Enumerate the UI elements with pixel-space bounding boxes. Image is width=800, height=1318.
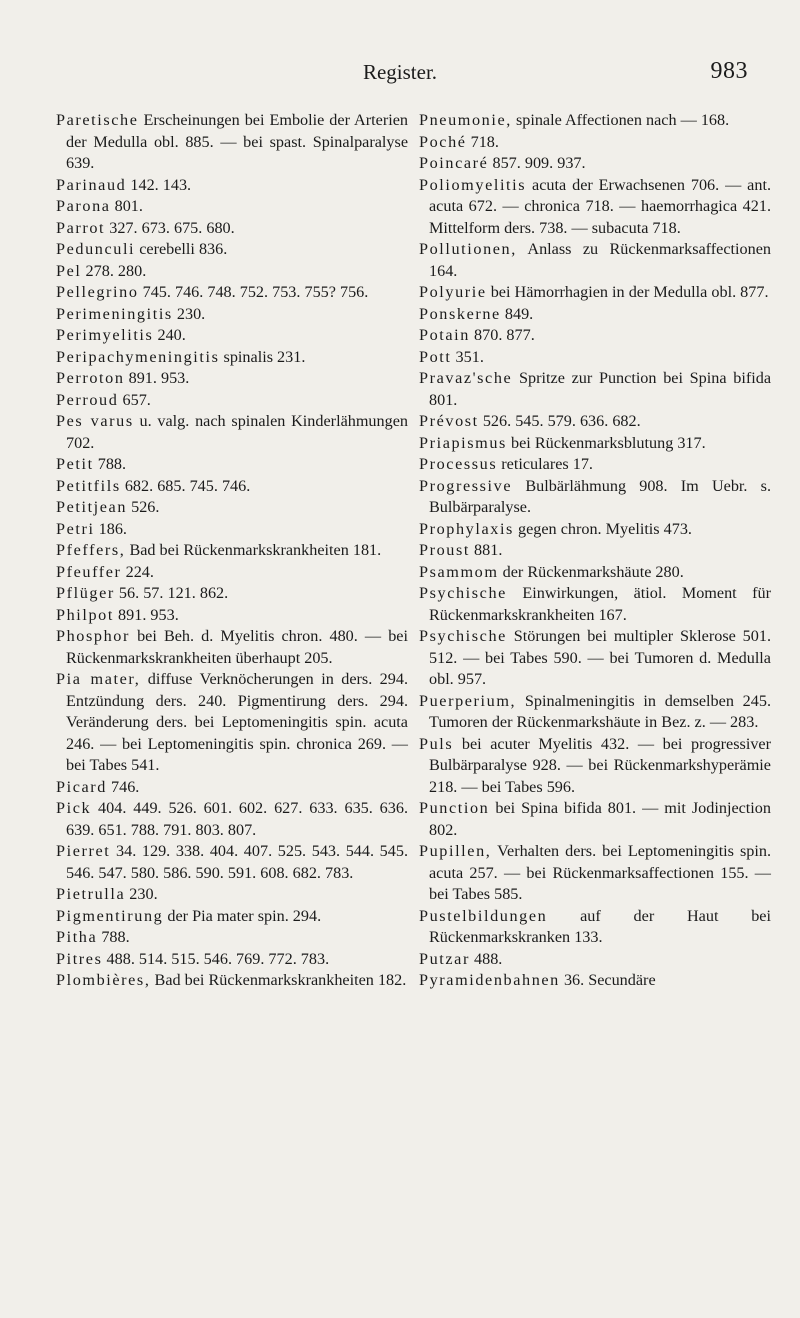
index-references: reticulares 17. <box>497 455 593 473</box>
index-headword: Punction <box>419 799 490 817</box>
index-references: spinalis 231. <box>219 347 306 366</box>
index-entry <box>419 841 771 906</box>
index-references: spinale Affectionen nach — 168. <box>511 111 730 129</box>
index-entry <box>419 304 771 326</box>
right-column <box>419 110 771 992</box>
index-references: 230. <box>125 885 158 903</box>
index-entry <box>419 454 771 476</box>
index-entry <box>56 906 408 928</box>
index-references: Spinalmeningitis in demselben 245. Tumoren der Rückenmarkshäute in Bez. z. — 283. <box>429 691 771 731</box>
index-references: 240. <box>153 326 186 344</box>
index-entry <box>56 841 408 884</box>
index-headword: Prévost <box>419 412 479 430</box>
index-headword: Poliomyelitis <box>419 175 527 194</box>
index-entry <box>56 110 408 175</box>
index-headword: Pierret <box>56 842 111 860</box>
index-entry <box>419 626 771 691</box>
index-references: 351. <box>451 347 484 366</box>
index-entry <box>56 777 408 799</box>
index-references: 891. 953. <box>124 369 190 387</box>
index-references: 682. 685. 745. 746. <box>120 476 251 495</box>
index-headword: Philpot <box>56 605 114 624</box>
index-entry <box>56 261 408 283</box>
index-references: Erscheinungen bei Embolie der Arterien der Medulla obl. 885. — bei spast. Spinalparalyse 639. <box>66 111 408 172</box>
index-entry <box>56 411 408 454</box>
index-entry <box>56 583 408 605</box>
index-references: 488. <box>469 949 503 968</box>
index-references: bei acuter Myelitis 432. — bei progressiver Bulbärparalyse 928. — bei Rückenmarkshyperämie 218. — bei Tabes 596. <box>429 734 771 796</box>
index-headword: Priapismus <box>419 433 507 452</box>
index-references: 488. 514. 515. 546. 769. 772. 783. <box>102 949 330 968</box>
index-headword: Pitres <box>56 949 103 968</box>
index-references: cerebelli 836. <box>135 240 228 258</box>
index-references: 526. <box>127 498 160 516</box>
index-headword: Petitfils <box>56 476 121 495</box>
index-references: der Pia mater spin. 294. <box>163 906 322 925</box>
index-entry <box>56 325 408 347</box>
index-entry <box>56 476 408 498</box>
index-references: 186. <box>94 519 127 538</box>
index-headword: Pravaz'sche <box>419 369 513 387</box>
index-headword: Pustelbildungen <box>419 906 548 925</box>
index-references: auf der Haut bei Rückenmarkskranken 133. <box>429 906 771 946</box>
index-references: 746. <box>106 777 140 796</box>
index-references: u. valg. nach spinalen Kinderlähmungen 702. <box>66 412 408 452</box>
index-entry <box>56 347 408 369</box>
index-entry <box>419 691 771 734</box>
index-references: Bad bei Rückenmarkskrankheiten 182. <box>150 971 407 989</box>
index-entry <box>419 519 771 541</box>
index-headword: Pneumonie, <box>419 111 512 129</box>
index-entry <box>419 949 771 971</box>
index-headword: Petit <box>56 455 94 473</box>
index-entry <box>56 798 408 841</box>
index-headword: Pupillen, <box>419 842 492 860</box>
index-references: gegen chron. Myelitis 473. <box>513 519 692 538</box>
index-headword: Parrot <box>56 218 106 237</box>
index-headword: Pia mater, <box>56 670 141 688</box>
index-entry <box>419 798 771 841</box>
index-entry <box>56 562 408 584</box>
index-entry <box>419 906 771 949</box>
index-references: 56. 57. 121. 862. <box>114 584 229 602</box>
index-entry <box>419 433 771 455</box>
index-references: 224. <box>121 562 154 581</box>
index-headword: Perimyelitis <box>56 326 154 344</box>
page-number: 983 <box>710 58 748 84</box>
index-headword: Pollutionen, <box>419 240 517 258</box>
index-references: bei Rückenmarksblutung 317. <box>506 433 706 452</box>
index-entry <box>56 605 408 627</box>
index-references: 857. 909. 937. <box>488 154 586 172</box>
index-headword: Putzar <box>419 949 470 968</box>
index-entry <box>56 454 408 476</box>
index-headword: Psychische <box>419 584 507 602</box>
index-headword: Processus <box>419 455 498 473</box>
index-headword: Perroud <box>56 390 119 409</box>
index-entry <box>419 347 771 369</box>
index-entry <box>419 282 771 304</box>
index-entry <box>419 970 771 992</box>
index-headword: Peripachymeningitis <box>56 347 220 366</box>
index-references: bei Spina bifida 801. — mit Jodinjection 802. <box>429 799 771 839</box>
index-references: 788. <box>97 928 130 946</box>
index-headword: Pietrulla <box>56 885 126 903</box>
index-entry <box>56 669 408 777</box>
index-references: 404. 449. 526. 601. 602. 627. 633. 635. 636. 639. 651. 788. 791. 803. 807. <box>66 799 408 839</box>
index-entry <box>56 540 408 562</box>
index-headword: Pitha <box>56 928 98 946</box>
index-entry <box>419 110 771 132</box>
index-references: Verhalten ders. bei Leptomeningitis spin. acuta 257. — bei Rückenmarksaffectionen 155. — bei Tabes 585. <box>429 842 771 903</box>
index-entry <box>56 239 408 261</box>
index-references: 526. 545. 579. 636. 682. <box>478 412 641 430</box>
index-headword: Psychische <box>419 627 507 645</box>
index-headword: Poché <box>419 132 467 151</box>
index-entry <box>56 175 408 197</box>
index-headword: Polyurie <box>419 283 487 301</box>
index-headword: Pes varus <box>56 412 134 430</box>
index-headword: Pellegrino <box>56 283 139 301</box>
index-headword: Plombières, <box>56 971 151 989</box>
index-headword: Psammom <box>419 562 499 581</box>
index-entry <box>56 304 408 326</box>
index-entry <box>419 583 771 626</box>
index-entry <box>56 196 408 218</box>
index-references: Bulbärlähmung 908. Im Uebr. s. Bulbärparalyse. <box>429 476 771 516</box>
index-headword: Parinaud <box>56 175 127 194</box>
index-entry <box>419 239 771 282</box>
index-references: 849. <box>500 304 534 323</box>
index-references: 327. 673. 675. 680. <box>105 218 235 237</box>
index-references: 718. <box>466 132 499 151</box>
index-references: 36. Secundäre <box>559 971 656 989</box>
index-entry <box>419 411 771 433</box>
index-entry <box>56 390 408 412</box>
index-references: bei Beh. d. Myelitis chron. 480. — bei Rückenmarkskrankheiten überhaupt 205. <box>66 627 408 667</box>
index-references: 230. <box>172 304 206 323</box>
index-headword: Petitjean <box>56 498 128 516</box>
index-headword: Proust <box>419 541 470 559</box>
index-entry <box>56 927 408 949</box>
index-references: 34. 129. 338. 404. 407. 525. 543. 544. 545. 546. 547. 580. 586. 590. 591. 608. 682. 783. <box>66 842 408 882</box>
index-headword: Perroton <box>56 369 125 387</box>
index-entry <box>56 497 408 519</box>
index-headword: Potain <box>419 326 470 344</box>
index-entry <box>56 949 408 971</box>
index-references: 891. 953. <box>113 605 179 624</box>
index-headword: Parona <box>56 197 111 215</box>
index-headword: Ponskerne <box>419 304 501 323</box>
left-column <box>56 110 408 992</box>
index-headword: Petri <box>56 519 95 538</box>
index-entry <box>56 519 408 541</box>
index-headword: Picard <box>56 777 107 796</box>
index-references: bei Hämorrhagien in der Medulla obl. 877. <box>486 283 769 301</box>
page-header <box>0 60 800 90</box>
index-entry <box>56 218 408 240</box>
index-entry <box>419 132 771 154</box>
index-headword: Perimeningitis <box>56 304 173 323</box>
index-references: 745. 746. 748. 752. 753. 755? 756. <box>138 283 369 301</box>
index-references: diffuse Verknöcherungen in ders. 294. Entzündung ders. 240. Pigmentirung ders. 294. Veränderung ders. bei Leptomeningitis spin. acuta 246. — bei Leptomeningitis spin. chronica 269. — bei Tabes 541. <box>66 670 409 774</box>
index-entry <box>419 175 771 240</box>
index-entry <box>419 368 771 411</box>
index-headword: Paretische <box>56 111 139 129</box>
index-references: 870. 877. <box>469 326 535 344</box>
index-entry <box>419 734 771 799</box>
index-references: 657. <box>118 390 151 409</box>
index-entry <box>419 562 771 584</box>
index-references: 788. <box>93 455 127 473</box>
index-headword: Pott <box>419 347 452 366</box>
index-headword: Puls <box>419 734 454 753</box>
index-references: 801. <box>110 197 143 215</box>
index-references: acuta der Erwachsenen 706. — ant. acuta 672. — chronica 718. — haemorrhagica 421. Mittelform ders. 738. — subacuta 718. <box>429 175 771 237</box>
index-references: Anlass zu Rückenmarksaffectionen 164. <box>429 240 771 280</box>
index-references: Einwirkungen, ätiol. Moment für Rückenmarkskrankheiten 167. <box>429 584 771 624</box>
index-headword: Pedunculi <box>56 240 136 258</box>
index-references: Bad bei Rückenmarkskrankheiten 181. <box>125 541 382 559</box>
index-headword: Pyramidenbahnen <box>419 971 560 989</box>
index-entry <box>56 626 408 669</box>
index-entry <box>56 884 408 906</box>
index-references: 278. 280. <box>81 261 147 280</box>
index-entry <box>419 476 771 519</box>
index-entry <box>56 970 408 992</box>
index-entry <box>419 325 771 347</box>
index-headword: Phosphor <box>56 627 130 645</box>
index-references: der Rückenmarkshäute 280. <box>498 562 684 581</box>
index-headword: Pfeuffer <box>56 562 122 581</box>
index-headword: Pick <box>56 799 92 817</box>
index-entry <box>56 282 408 304</box>
index-entry <box>419 153 771 175</box>
index-headword: Poincaré <box>419 154 489 172</box>
index-headword: Pflüger <box>56 584 115 602</box>
index-headword: Pigmentirung <box>56 906 164 925</box>
index-entry <box>56 368 408 390</box>
index-headword: Progressive <box>419 476 513 495</box>
index-references: Spritze zur Punction bei Spina bifida 801. <box>429 369 771 409</box>
index-headword: Puerperium, <box>419 691 517 710</box>
index-headword: Pel <box>56 261 82 280</box>
running-title: Register. <box>362 60 438 84</box>
index-references: 881. <box>469 541 503 559</box>
index-references: Störungen bei multipler Sklerose 501. 512. — bei Tabes 590. — bei Tumoren d. Medulla obl. 957. <box>429 627 771 688</box>
index-headword: Prophylaxis <box>419 519 514 538</box>
index-references: 142. 143. <box>126 175 192 194</box>
index-headword: Pfeffers, <box>56 541 126 559</box>
index-entry <box>419 540 771 562</box>
